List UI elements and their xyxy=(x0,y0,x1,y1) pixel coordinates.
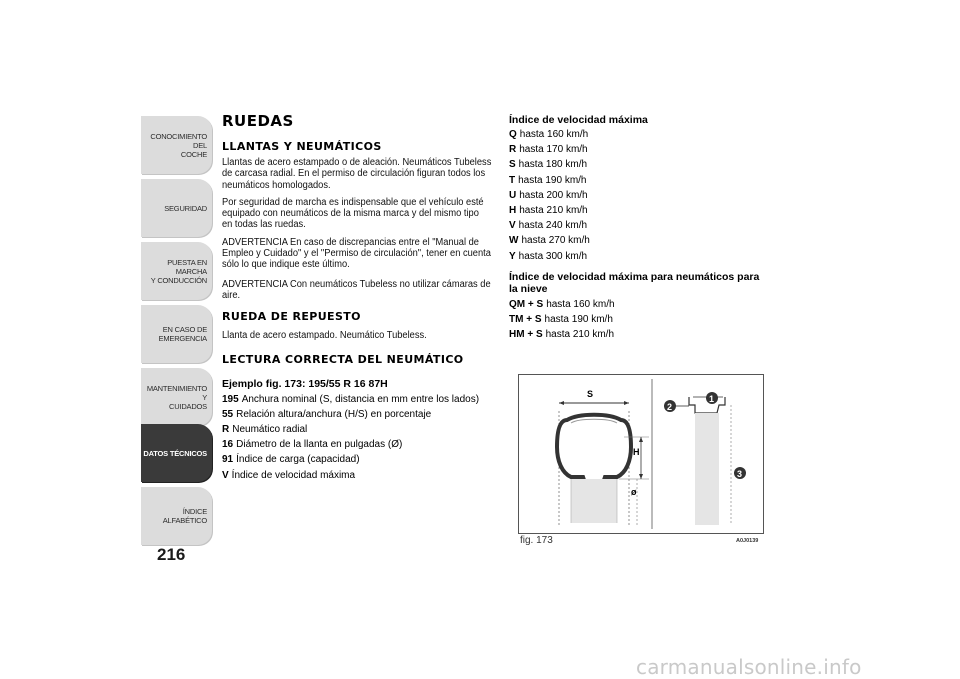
paragraph: Llantas de acero estampado o de aleación. Neumáticos Tubeless de carcasa radial. En el permiso de circulación figuran todos los neumáticos homologados. xyxy=(222,157,492,191)
width-label: S xyxy=(587,389,594,399)
page-title: RUEDAS xyxy=(222,112,294,130)
list-item: 55 Relación altura/anchura (H/S) en porcentaje xyxy=(222,408,432,420)
list-item: Y hasta 300 km/h xyxy=(509,250,588,262)
paragraph: ADVERTENCIA Con neumáticos Tubeless no utilizar cámaras de aire. xyxy=(222,278,491,301)
tab-label: PUESTA EN MARCHA Y CONDUCCIÓN xyxy=(150,257,207,285)
speed-index-list xyxy=(509,127,774,264)
callout-1: 1 xyxy=(709,394,715,404)
snow-speed-list xyxy=(509,297,774,343)
diameter-label: ø xyxy=(631,487,637,497)
list-item: W hasta 270 km/h xyxy=(509,235,590,247)
paragraph: Por seguridad de marcha es indispensable que el vehículo esté equipado con neumáticos de la misma marca y del mismo tipo en todas las ruedas. xyxy=(222,196,484,231)
list-item: R Neumático radial xyxy=(222,423,308,435)
figure-code: A0J0139 xyxy=(736,538,759,544)
tab-indice-alfabetico[interactable] xyxy=(141,487,212,545)
tab-label: SEGURIDAD xyxy=(164,203,207,213)
tab-en-caso-de-emergencia[interactable] xyxy=(141,305,212,363)
tab-mantenimiento[interactable] xyxy=(141,368,212,426)
section-heading-rueda-repuesto: RUEDA DE REPUESTO xyxy=(222,310,361,324)
list-item: 16 Diámetro de la llanta en pulgadas (Ø) xyxy=(222,439,403,451)
tab-label: MANTENIMIENTO Y CUIDADOS xyxy=(146,383,207,411)
list-item: V hasta 240 km/h xyxy=(509,220,588,232)
tire-diagram-figure xyxy=(518,374,764,534)
list-item: R hasta 170 km/h xyxy=(509,144,588,156)
page-number: 216 xyxy=(157,545,186,564)
list-item: QM + S hasta 160 km/h xyxy=(509,298,615,310)
list-item: 91 Índice de carga (capacidad) xyxy=(222,454,360,466)
tab-conocimiento-del-coche[interactable] xyxy=(141,116,212,174)
tab-label: DATOS TÉCNICOS xyxy=(143,448,207,458)
tab-datos-tecnicos[interactable] xyxy=(141,424,212,482)
snow-speed-heading: Índice de velocidad máxima para neumáticos para la nieve xyxy=(509,270,760,295)
example-line: Ejemplo fig. 173: 195/55 R 16 87H xyxy=(222,377,388,390)
tab-label: CONOCIMIENTO DEL COCHE xyxy=(150,131,207,159)
tab-seguridad[interactable] xyxy=(141,179,212,237)
list-item: TM + S hasta 190 km/h xyxy=(509,314,613,326)
list-item: HM + S hasta 210 km/h xyxy=(509,329,614,341)
list-item: Q hasta 160 km/h xyxy=(509,129,589,140)
list-item: T hasta 190 km/h xyxy=(509,174,587,186)
paragraph: ADVERTENCIA En caso de discrepancias entre el "Manual de Empleo y Cuidado" y el "Permiso de circulación", tener en cuenta sólo lo que indique este último. xyxy=(222,236,491,271)
paragraph: Llanta de acero estampado. Neumático Tubeless. xyxy=(222,330,427,342)
tab-label: ÍNDICE ALFABÉTICO xyxy=(162,507,207,525)
list-item: 195 Anchura nominal (S, distancia en mm entre los lados) xyxy=(222,393,480,405)
callout-3: 3 xyxy=(737,469,743,479)
list-item: U hasta 200 km/h xyxy=(509,189,588,201)
speed-index-heading: Índice de velocidad máxima xyxy=(509,114,648,126)
section-heading-lectura: LECTURA CORRECTA DEL NEUMÁTICO xyxy=(222,352,464,366)
callout-2: 2 xyxy=(667,402,673,412)
right-column xyxy=(509,114,774,342)
watermark: carmanualsonline.info xyxy=(636,655,862,679)
list-item: S hasta 180 km/h xyxy=(509,159,588,171)
list-item: H hasta 210 km/h xyxy=(509,205,588,217)
tire-diagram xyxy=(519,375,763,533)
height-label: H xyxy=(633,447,640,457)
tire-code-list xyxy=(222,392,492,483)
tab-label: EN CASO DE EMERGENCIA xyxy=(158,325,207,343)
tab-puesta-en-marcha[interactable] xyxy=(141,242,212,300)
list-item: V Índice de velocidad máxima xyxy=(222,469,356,481)
section-heading-llantas: LLANTAS Y NEUMÁTICOS xyxy=(222,140,382,153)
figure-caption: fig. 173 xyxy=(520,535,553,546)
left-column xyxy=(222,113,492,483)
